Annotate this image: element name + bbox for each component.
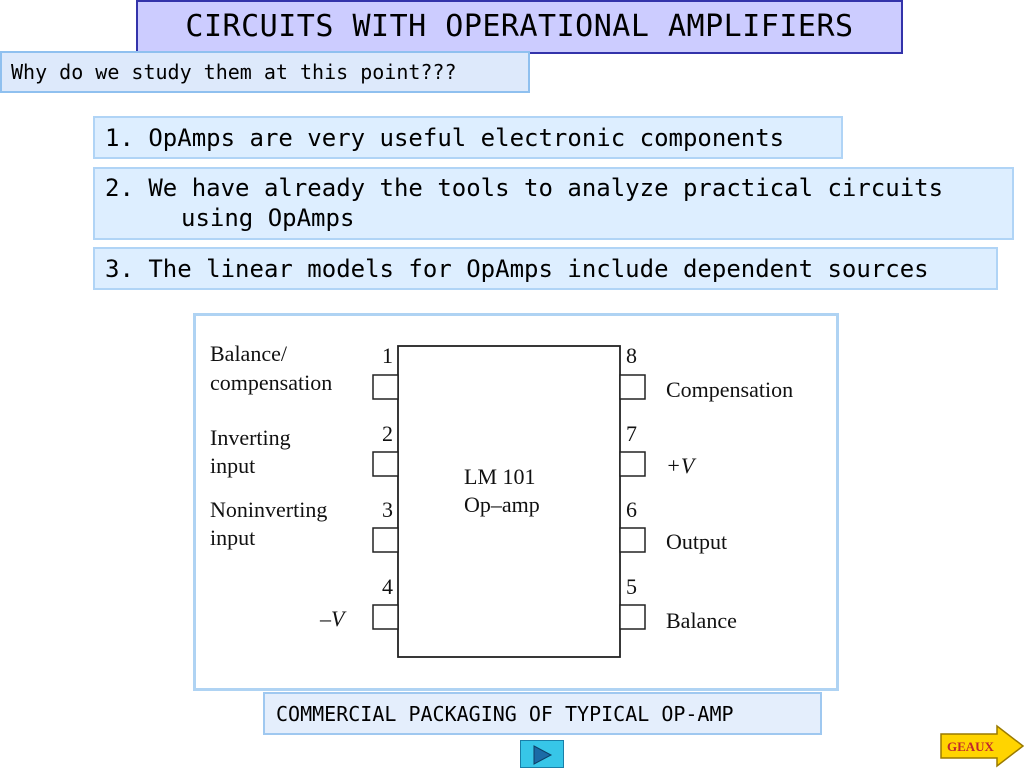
pin-3-number: 3: [382, 497, 393, 522]
pin-3-pad: [373, 528, 398, 552]
point-2: [93, 167, 1014, 240]
geaux-label: GEAUX: [947, 739, 994, 754]
opamp-package-diagram: [193, 313, 839, 691]
pin-5-pad: [620, 605, 645, 629]
pin-2-label-line-1: Inverting: [210, 425, 291, 450]
pin-8-pad: [620, 375, 645, 399]
point-2-line-2: using OpAmps: [181, 204, 355, 232]
pin-1-pad: [373, 375, 398, 399]
chip-label-line-2: Op–amp: [464, 492, 540, 517]
pin-4-number: 4: [382, 574, 393, 599]
pin-6-label: Output: [666, 529, 728, 554]
pin-1-label-line-1: Balance/: [210, 341, 287, 366]
slide-subtitle: Why do we study them at this point???: [0, 51, 530, 93]
point-3: 3. The linear models for OpAmps include dependent sources: [93, 247, 998, 290]
pin-7-number: 7: [626, 421, 637, 446]
pin-4-pad: [373, 605, 398, 629]
play-icon: [534, 746, 551, 764]
diagram-caption: COMMERCIAL PACKAGING OF TYPICAL OP-AMP: [263, 692, 822, 735]
geaux-next-button[interactable]: [939, 724, 1024, 768]
point-1: 1. OpAmps are very useful electronic components: [93, 116, 843, 159]
pin-3-label-line-2: input: [210, 525, 256, 550]
slide-title: CIRCUITS WITH OPERATIONAL AMPLIFIERS: [136, 0, 903, 54]
chip-label-line-1: LM 101: [464, 464, 536, 489]
point-2-line-1: 2. We have already the tools to analyze practical circuits: [105, 174, 944, 202]
pin-4-label: –V: [320, 606, 345, 631]
pin-8-label: Compensation: [666, 377, 794, 402]
pin-3-label-line-1: Noninverting: [210, 497, 328, 522]
play-button[interactable]: [520, 740, 564, 768]
pin-6-number: 6: [626, 497, 637, 522]
pin-2-pad: [373, 452, 398, 476]
pin-5-number: 5: [626, 574, 637, 599]
pin-1-label-line-2: compensation: [210, 370, 333, 395]
pin-1-number: 1: [382, 343, 393, 368]
pin-2-label-line-2: input: [210, 453, 256, 478]
pin-6-pad: [620, 528, 645, 552]
pin-8-number: 8: [626, 343, 637, 368]
pin-7-label: +V: [666, 453, 695, 478]
pin-7-pad: [620, 452, 645, 476]
pin-5-label: Balance: [666, 608, 737, 633]
pin-2-number: 2: [382, 421, 393, 446]
